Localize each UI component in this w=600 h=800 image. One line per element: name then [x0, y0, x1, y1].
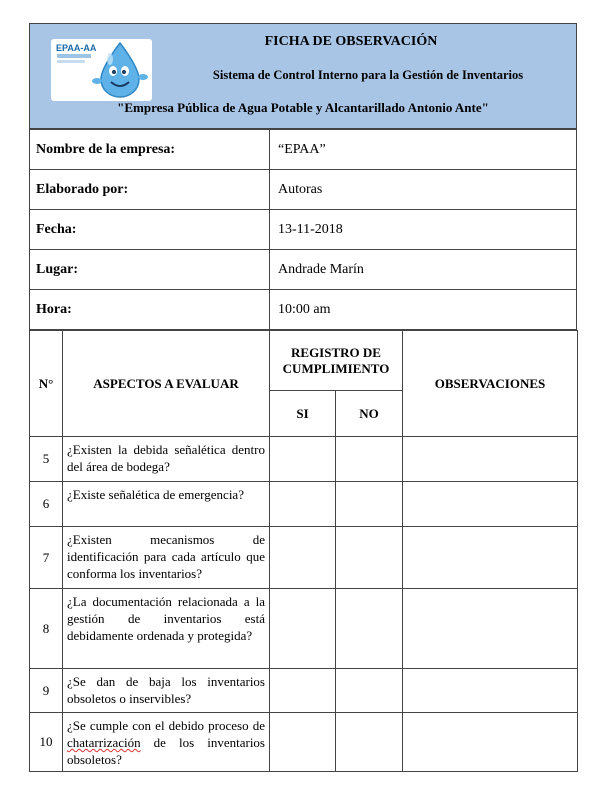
info-value: Autoras: [270, 170, 577, 210]
sheet-header: [29, 23, 577, 129]
table-row: [30, 589, 578, 669]
info-row: [30, 170, 577, 210]
info-row: [30, 210, 577, 250]
no-cell[interactable]: [336, 589, 403, 669]
si-cell[interactable]: [270, 669, 336, 713]
observation-cell[interactable]: [403, 713, 578, 772]
observation-cell[interactable]: [403, 482, 578, 527]
row-question: ¿Existen la debida señalética dentro del área de bodega?: [63, 437, 270, 482]
spellcheck-word: chatarrización: [67, 735, 141, 750]
info-label: Nombre de la empresa:: [30, 130, 270, 170]
table-row: [30, 713, 578, 772]
row-question: ¿Se dan de baja los inventarios obsoletos o inservibles?: [63, 669, 270, 713]
row-question: ¿Existe señalética de emergencia?: [63, 482, 270, 527]
column-header-aspects: ASPECTOS A EVALUAR: [63, 331, 270, 437]
info-value: Andrade Marín: [270, 250, 577, 290]
sheet-title: FICHA DE OBSERVACIÓN: [264, 34, 438, 49]
row-question: ¿La documentación relacionada a la gestión de inventarios está debidamente ordenada y protegida?: [63, 589, 270, 669]
table-row: [30, 527, 578, 589]
info-value: 13-11-2018: [270, 210, 577, 250]
column-header-si: SI: [270, 391, 336, 437]
info-label: Elaborado por:: [30, 170, 270, 210]
evaluation-table: [29, 330, 578, 772]
info-table: [29, 129, 577, 330]
table-row: [30, 669, 578, 713]
observation-cell[interactable]: [403, 669, 578, 713]
row-number: 9: [30, 669, 63, 713]
no-cell[interactable]: [336, 437, 403, 482]
no-cell[interactable]: [336, 527, 403, 589]
observation-sheet: [29, 23, 577, 772]
observation-cell[interactable]: [403, 589, 578, 669]
sheet-subtitle: Sistema de Control Interno para la Gestión de Inventarios: [212, 68, 524, 82]
row-number: 5: [30, 437, 63, 482]
table-row: [30, 437, 578, 482]
info-label: Lugar:: [30, 250, 270, 290]
info-row: [30, 130, 577, 170]
column-header-registro: REGISTRO DE CUMPLIMIENTO: [270, 331, 403, 391]
si-cell[interactable]: [270, 482, 336, 527]
si-cell[interactable]: [270, 713, 336, 772]
observation-cell[interactable]: [403, 437, 578, 482]
logo-wordmark: EPAA-AA: [56, 43, 97, 53]
info-label: Hora:: [30, 290, 270, 330]
si-cell[interactable]: [270, 437, 336, 482]
info-value: “EPAA”: [270, 130, 577, 170]
no-cell[interactable]: [336, 482, 403, 527]
column-header-number: N°: [30, 331, 63, 437]
no-cell[interactable]: [336, 669, 403, 713]
row-question: ¿Se cumple con el debido proceso de chatarrización de los inventarios obsoletos?: [63, 713, 270, 772]
info-label: Fecha:: [30, 210, 270, 250]
row-number: 10: [30, 713, 63, 772]
table-row: [30, 482, 578, 527]
row-number: 8: [30, 589, 63, 669]
si-cell[interactable]: [270, 589, 336, 669]
row-question: ¿Existen mecanismos de identificación para cada artículo que conforma los inventarios?: [63, 527, 270, 589]
row-number: 7: [30, 527, 63, 589]
si-cell[interactable]: [270, 527, 336, 589]
column-header-no: NO: [336, 391, 403, 437]
info-row: [30, 290, 577, 330]
no-cell[interactable]: [336, 713, 403, 772]
company-name: "Empresa Pública de Agua Potable y Alcantarillado Antonio Ante": [117, 100, 489, 115]
info-row: [30, 250, 577, 290]
observation-cell[interactable]: [403, 527, 578, 589]
column-header-observations: OBSERVACIONES: [403, 331, 578, 437]
row-number: 6: [30, 482, 63, 527]
info-value: 10:00 am: [270, 290, 577, 330]
